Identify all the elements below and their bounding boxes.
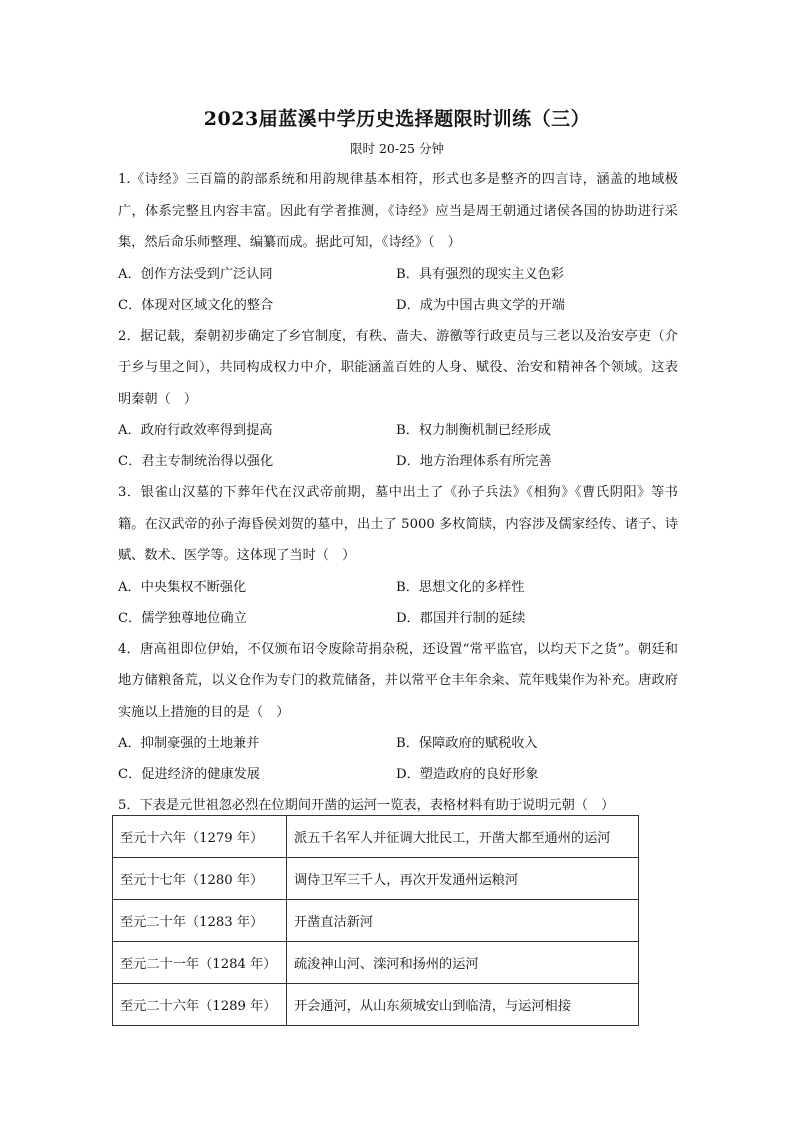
table-cell-date: 至元二十六年（1289 年） (113, 984, 287, 1026)
question-2 (118, 321, 678, 478)
option-b: B．具有强烈的现实主义色彩 (396, 266, 564, 282)
table-row (113, 942, 639, 984)
question-stem: 4．唐高祖即位伊始，不仅颁布诏令废除苛捐杂税，还设置“常平监官，以均天下之货”。朝廷和地方储粮备荒，以义仓作为专门的救荒储备，并以常平仓丰年余籴、荒年贱粜作为补充。唐政府实施以上措施的目的是（ ） (118, 641, 678, 720)
question-stem: 1.《诗经》三百篇的韵部系统和用韵规律基本相符，形式也多是整齐的四言诗，涵盖的地域极广，体系完整且内容丰富。因此有学者推测，《诗经》应当是周王朝通过诸侯各国的协助进行采集，然后命乐师整理、编纂而成。据此可知，《诗经》（ ） (118, 172, 678, 250)
question-4 (118, 634, 678, 791)
option-d: D．郡国并行制的延续 (396, 610, 526, 626)
option-d: D．地方治理体系有所完善 (396, 454, 552, 469)
option-c: C．体现对区域文化的整合 (118, 297, 274, 313)
option-b: B．保障政府的赋税收入 (396, 736, 538, 751)
question-3 (118, 477, 678, 634)
table-cell-date: 至元二十年（1283 年） (113, 900, 287, 942)
canal-table (112, 815, 639, 1026)
option-a: A．政府行政效率得到提高 (118, 423, 273, 438)
option-a: A．创作方法受到广泛认同 (118, 266, 273, 282)
table-row (113, 900, 639, 942)
question-stem: 5．下表是元世祖忽必烈在位期间开凿的运河一览表，表格材料有助于说明元朝（ ） (118, 798, 615, 813)
table-cell-event: 开凿直沽新河 (287, 900, 639, 942)
option-b: B．权力制衡机制已经形成 (396, 423, 551, 438)
option-grid (118, 415, 678, 477)
option-d: D．成为中国古典文学的开端 (396, 297, 565, 313)
option-a: A．中央集权不断强化 (118, 579, 247, 595)
table-cell-event: 疏浚神山河、滦河和扬州的运河 (287, 942, 639, 984)
table-cell-event: 调侍卫军三千人，再次开发通州运粮河 (287, 858, 639, 900)
option-grid (118, 728, 678, 790)
time-limit: 限时 20-25 分钟 (350, 141, 444, 156)
table-row (113, 984, 639, 1026)
question-stem: 3．银雀山汉墓的下葬年代在汉武帝前期，墓中出土了《孙子兵法》《相狗》《曹氏阴阳》等书籍。在汉武帝的孙子海昏侯刘贺的墓中，出土了 5000 多枚简牍，内容涉及儒家经传、诸子、诗赋、数术、医学等。这体现了当时（ ） (118, 485, 678, 563)
page-title: 2023届蓝溪中学历史选择题限时训练（三） (203, 108, 591, 130)
option-grid (118, 259, 678, 321)
table-row (113, 816, 639, 858)
question-stem: 2．据记载，秦朝初步确定了乡官制度，有秩、啬夫、游徼等行政吏员与三老以及治安亭吏（介于乡与里之间），共同构成权力中介，职能涵盖百姓的人身、赋役、治安和精神各个领域。这表明秦朝（ ） (118, 328, 678, 407)
option-d: D．塑造政府的良好形象 (396, 767, 539, 782)
question-1 (118, 164, 678, 321)
table-row (113, 858, 639, 900)
table-cell-event: 开会通河，从山东须城安山到临清，与运河相接 (287, 984, 639, 1026)
option-grid (118, 572, 678, 634)
option-c: C．促进经济的健康发展 (118, 767, 260, 782)
question-list (118, 164, 678, 822)
option-a: A．抑制豪强的土地兼并 (118, 736, 260, 751)
table-cell-date: 至元二十一年（1284 年） (113, 942, 287, 984)
option-c: C．君主专制统治得以强化 (118, 454, 274, 469)
option-c: C．儒学独尊地位确立 (118, 610, 247, 626)
table-cell-date: 至元十六年（1279 年） (113, 816, 287, 858)
table-cell-event: 派五千名军人并征调大批民工，开凿大都至通州的运河 (287, 816, 639, 858)
option-b: B．思想文化的多样性 (396, 579, 525, 595)
table-cell-date: 至元十七年（1280 年） (113, 858, 287, 900)
